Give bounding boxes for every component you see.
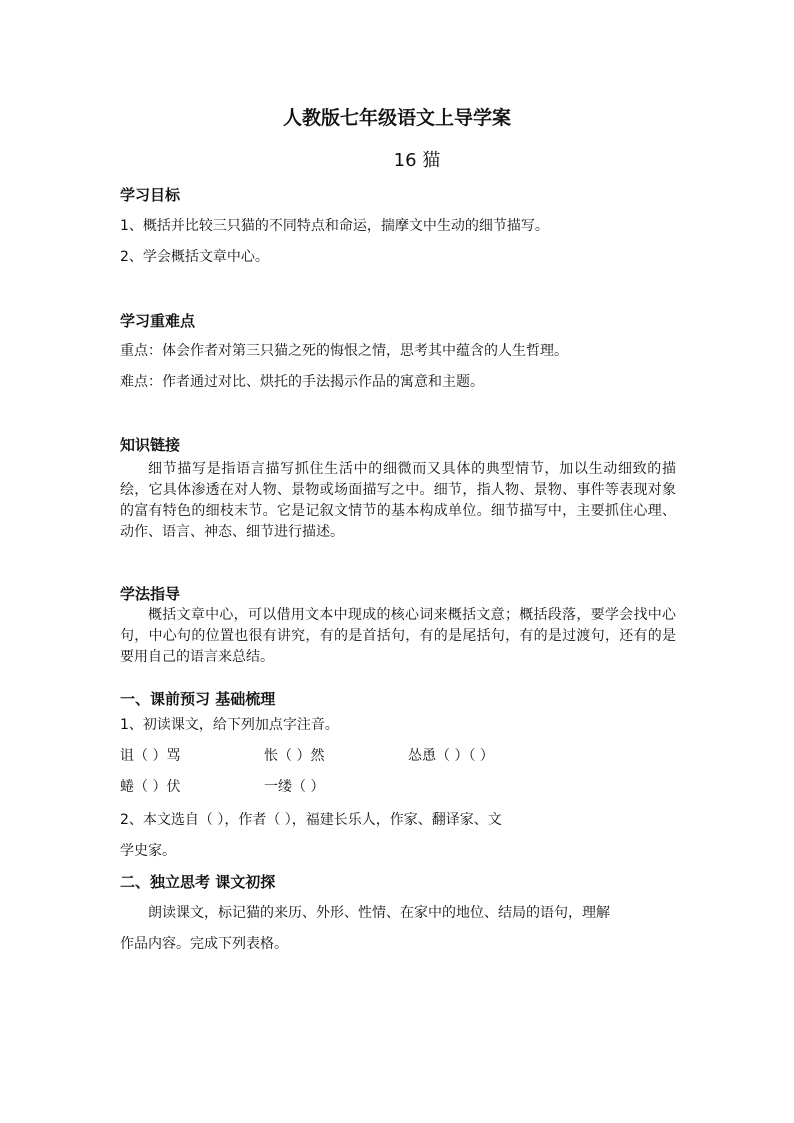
independent-instruction: 朗读课文，标记猫的来历、外形、性情、在家中的地位、结局的语句，理解 bbox=[148, 905, 610, 921]
goal-item: 2、学会概括文章中心。 bbox=[120, 249, 269, 265]
pinyin-item: 蜷（ ）伏 bbox=[120, 779, 181, 795]
pinyin-item: 怅（ ）然 bbox=[264, 748, 325, 764]
preview-question-2-continued: 学史家。 bbox=[120, 843, 176, 859]
pinyin-item: 诅（ ）骂 bbox=[120, 748, 181, 764]
preview-question-2: 2、本文选自（ ），作者（ ），福建长乐人，作家、翻译家、文 bbox=[120, 812, 502, 828]
goal-item: 1、概括并比较三只猫的不同特点和命运，揣摩文中生动的细节描写。 bbox=[120, 218, 549, 234]
method-heading: 学法指导 bbox=[120, 585, 181, 603]
independent-instruction-continued: 作品内容。完成下列表格。 bbox=[120, 936, 288, 952]
method-paragraph: 概括文章中心，可以借用文本中现成的核心词来概括文意；概括段落，要学会找中心句，中心句的位置也很有讲究，有的是首括句，有的是尾括句，有的是过渡句，还有的是要用自己的语言来总结。 bbox=[120, 607, 676, 665]
pinyin-item: 一缕（ ） bbox=[264, 779, 325, 795]
lesson-title: 16 猫 bbox=[393, 150, 441, 171]
goals-heading: 学习目标 bbox=[120, 186, 181, 204]
preview-heading: 一、课前预习 基础梳理 bbox=[120, 690, 276, 708]
difficulty-heading: 学习重难点 bbox=[120, 312, 196, 330]
document-title: 人教版七年级语文上导学案 bbox=[282, 107, 511, 129]
key-point: 重点：体会作者对第三只猫之死的悔恨之情，思考其中蕴含的人生哲理。 bbox=[120, 343, 568, 359]
independent-heading: 二、独立思考 课文初探 bbox=[120, 873, 276, 891]
preview-question-1: 1、初读课文，给下列加点字注音。 bbox=[120, 717, 339, 733]
hard-point: 难点：作者通过对比、烘托的手法揭示作品的寓意和主题。 bbox=[120, 374, 484, 390]
pinyin-item: 怂恿（ ）（ ） bbox=[408, 748, 494, 764]
knowledge-paragraph: 细节描写是指语言描写抓住生活中的细微而又具体的典型情节，加以生动细致的描绘，它具体渗透在对人物、景物或场面描写之中。细节，指人物、景物、事件等表现对象的富有特色的细枝末节。它是记叙文情节的基本构成单位。细节描写中，主要抓住心理、动作、语言、神态、细节进行描述。 bbox=[120, 461, 676, 540]
knowledge-heading: 知识链接 bbox=[120, 436, 181, 454]
